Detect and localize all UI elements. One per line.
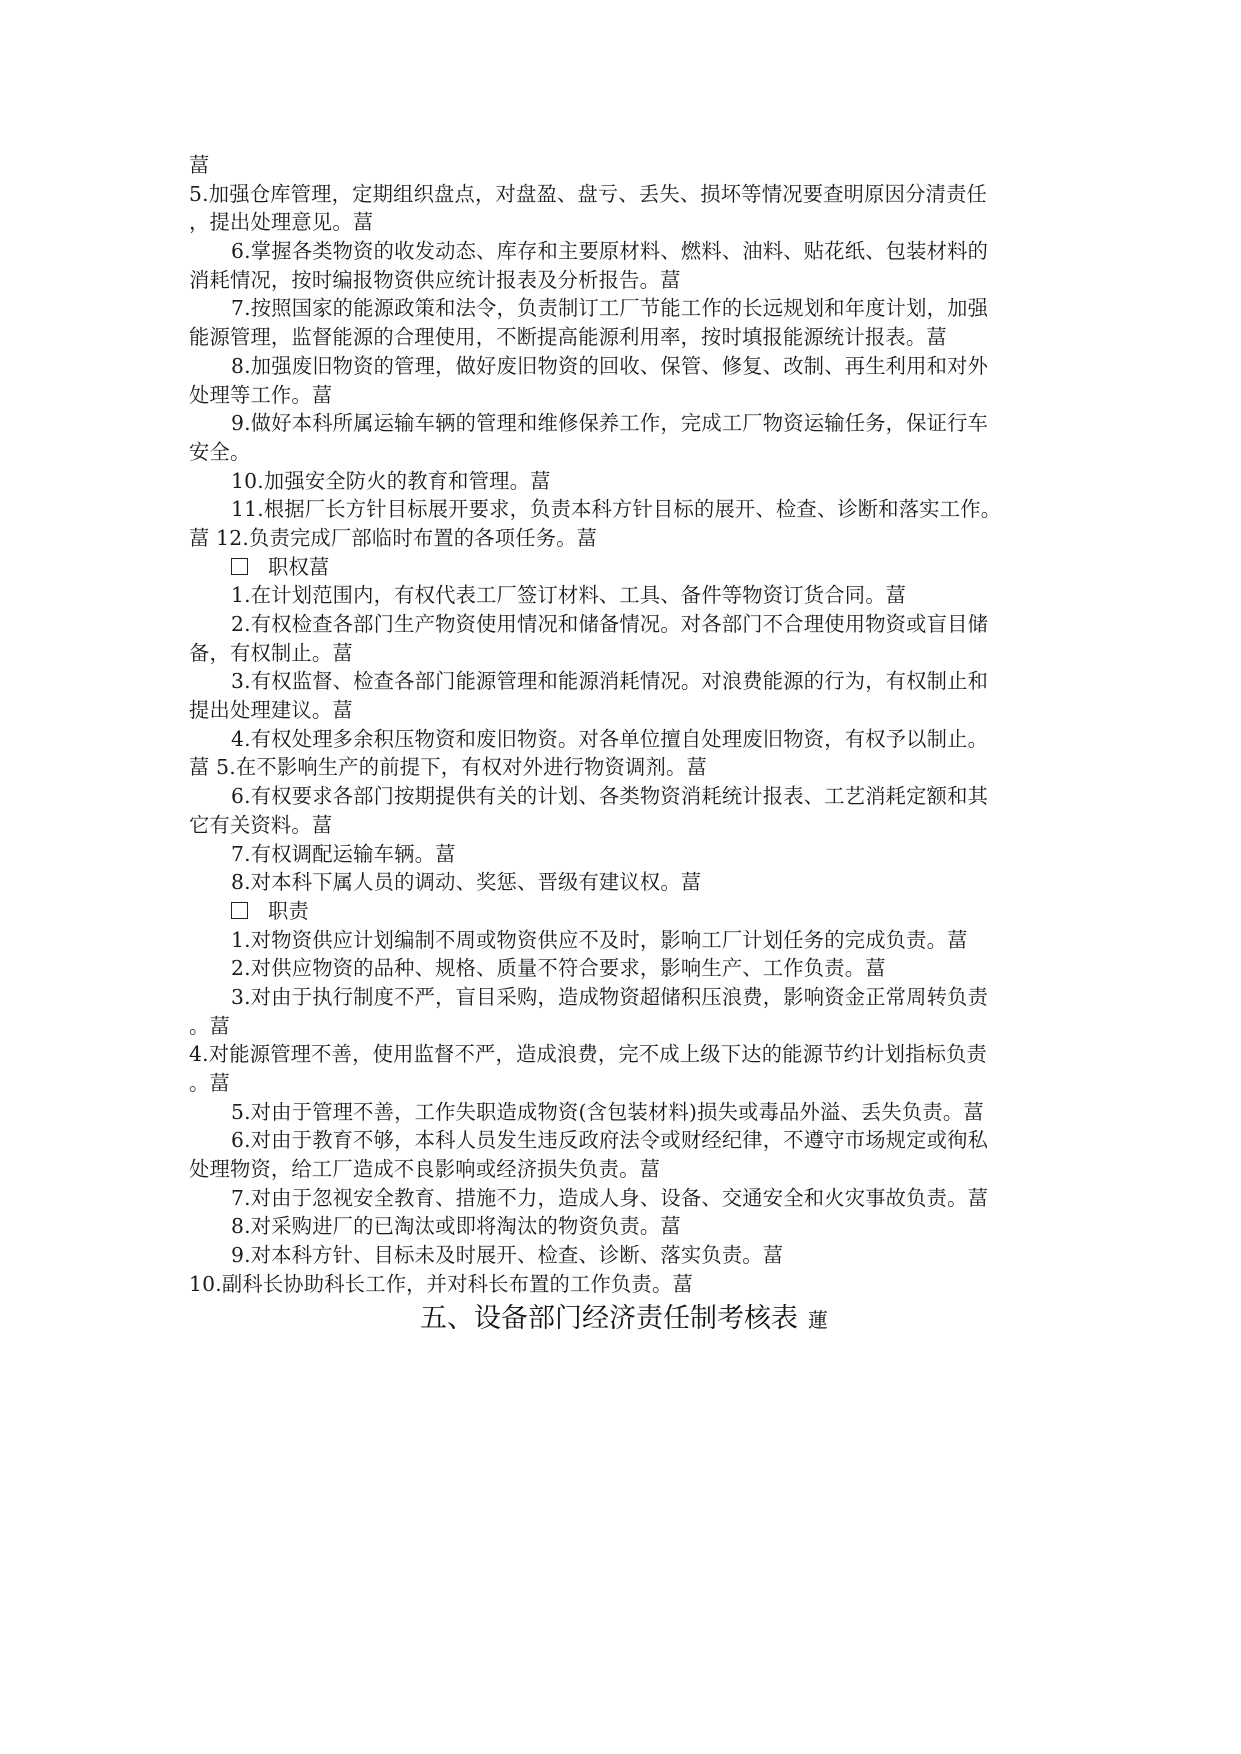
line-text: 处理等工作。葍 — [189, 382, 333, 407]
line-text: 职权葍 — [268, 554, 330, 579]
line-text: 1.在计划范围内，有权代表工厂签订材料、工具、备件等物资订货合同。葍 — [231, 583, 907, 608]
line-text: 2.有权检查各部门生产物资使用情况和储备情况。对各部门不合理使用物资或盲目储 — [231, 612, 989, 636]
text-line — [189, 294, 1051, 323]
text-line — [189, 438, 1051, 467]
text-line — [189, 1126, 1051, 1155]
line-text: 安全。 — [189, 439, 251, 464]
line-text: 4.对能源管理不善，使用监督不严，造成浪费，完不成上级下达的能源节约计划指标负责 — [189, 1042, 988, 1067]
text-line — [189, 782, 1051, 811]
line-text: 4.有权处理多余积压物资和废旧物资。对各单位擅自处理废旧物资，有权予以制止。 — [231, 726, 989, 751]
text-line — [189, 725, 1051, 754]
text-line — [189, 610, 1051, 639]
text-line — [189, 926, 1051, 955]
line-text: 2.对供应物资的品种、规格、质量不符合要求，影响生产、工作负责。葍 — [231, 956, 886, 981]
line-text: 6.掌握各类物资的收发动态、库存和主要原材料、燃料、油料、贴花纸、包装材料的 — [231, 239, 989, 264]
text-line — [189, 1212, 1051, 1241]
section-heading — [189, 1299, 1051, 1339]
text-line — [189, 266, 1051, 295]
text-line — [189, 868, 1051, 897]
line-text: 5.对由于管理不善，工作失职造成物资(含包装材料)损失或毒品外溢、丢失负责。葍 — [231, 1099, 984, 1124]
line-text: ，提出处理意见。葍 — [189, 210, 374, 235]
text-line — [189, 1155, 1051, 1184]
line-text: 葍 — [189, 153, 210, 177]
text-line — [189, 1069, 1051, 1098]
text-line — [189, 696, 1051, 725]
text-line — [189, 753, 1051, 782]
line-text: 9.做好本科所属运输车辆的管理和维修保养工作，完成工厂物资运输任务，保证行车 — [231, 411, 989, 436]
text-line — [189, 1012, 1051, 1041]
document-page — [189, 151, 1051, 1339]
text-line — [189, 840, 1051, 869]
text-line — [189, 409, 1051, 438]
text-line — [189, 954, 1051, 983]
text-line — [189, 352, 1051, 381]
text-line — [189, 1040, 1051, 1069]
line-text: 10.加强安全防火的教育和管理。葍 — [231, 468, 551, 493]
line-text: 6.有权要求各部门按期提供有关的计划、各类物资消耗统计报表、工艺消耗定额和其 — [231, 784, 989, 809]
text-line — [189, 581, 1051, 610]
line-text: 6.对由于教育不够，本科人员发生违反政府法令或财经纪律，不遵守市场规定或徇私 — [231, 1128, 989, 1153]
line-text: 8.对本科下属人员的调动、奖惩、晋级有建议权。葍 — [231, 870, 702, 895]
line-text: 能源管理，监督能源的合理使用，不断提高能源利用率，按时填报能源统计报表。葍 — [189, 325, 947, 350]
text-line — [189, 495, 1051, 524]
text-line — [189, 237, 1051, 266]
text-line — [189, 323, 1051, 352]
line-text: 。葍 — [189, 1013, 230, 1038]
text-line — [189, 667, 1051, 696]
line-text: 7.对由于忽视安全教育、措施不力，造成人身、设备、交通安全和火灾事故负责。葍 — [231, 1185, 989, 1210]
line-text: 葍 12.负责完成厂部临时布置的各项任务。葍 — [189, 525, 598, 550]
line-text: 7.按照国家的能源政策和法令，负责制订工厂节能工作的长远规划和年度计划，加强 — [231, 296, 989, 321]
line-text: 5.加强仓库管理，定期组织盘点，对盘盈、盘亏、丢失、损坏等情况要查明原因分清责任 — [189, 181, 988, 206]
line-text: 3.对由于执行制度不严，盲目采购，造成物资超储积压浪费，影响资金正常周转负责 — [231, 984, 989, 1009]
text-line — [189, 983, 1051, 1012]
section-subheading — [189, 897, 1051, 926]
text-line — [189, 467, 1051, 496]
line-text: 葍 5.在不影响生产的前提下，有权对外进行物资调剂。葍 — [189, 755, 707, 780]
document-body — [189, 151, 1051, 1299]
line-text: 1.对物资供应计划编制不周或物资供应不及时，影响工厂计划任务的完成负责。葍 — [231, 927, 968, 952]
line-text: 8.加强废旧物资的管理，做好废旧物资的回收、保管、修复、改制、再生利用和对外 — [231, 353, 989, 378]
line-text: 消耗情况，按时编报物资供应统计报表及分析报告。葍 — [189, 267, 681, 292]
line-text: 提出处理建议。葍 — [189, 698, 353, 723]
text-line — [189, 524, 1051, 553]
text-line — [189, 180, 1051, 209]
line-text: 它有关资料。葍 — [189, 812, 333, 837]
text-line — [189, 1241, 1051, 1270]
section-subheading — [189, 553, 1051, 582]
line-text: 9.对本科方针、目标未及时展开、检查、诊断、落实负责。葍 — [231, 1243, 784, 1268]
line-text: 10.副科长协助科长工作，并对科长布置的工作负责。葍 — [189, 1271, 693, 1296]
line-text: 11.根据厂长方针目标展开要求，负责本科方针目标的展开、检查、诊断和落实工作。 — [231, 497, 1002, 522]
section-heading-text: 五、设备部门经济责任制考核表 — [420, 1302, 798, 1334]
line-text: 职责 — [268, 898, 309, 923]
line-text: 备，有权制止。葍 — [189, 640, 353, 665]
text-line — [189, 208, 1051, 237]
text-line — [189, 1270, 1051, 1299]
text-line — [189, 1184, 1051, 1213]
line-text: 8.对采购进厂的已淘汰或即将淘汰的物资负责。葍 — [231, 1214, 681, 1239]
text-line — [189, 1098, 1051, 1127]
text-line — [189, 811, 1051, 840]
checkbox-square-icon — [231, 558, 248, 575]
section-heading-suffix: 蓮 — [808, 1307, 828, 1332]
text-line — [189, 381, 1051, 410]
line-text: 处理物资，给工厂造成不良影响或经济损失负责。葍 — [189, 1157, 661, 1182]
line-text: 7.有权调配运输车辆。葍 — [231, 841, 456, 866]
checkbox-square-icon — [231, 902, 248, 919]
text-line — [189, 151, 1051, 180]
line-text: 。葍 — [189, 1071, 230, 1095]
line-text: 3.有权监督、检查各部门能源管理和能源消耗情况。对浪费能源的行为，有权制止和 — [231, 669, 989, 694]
text-line — [189, 639, 1051, 668]
